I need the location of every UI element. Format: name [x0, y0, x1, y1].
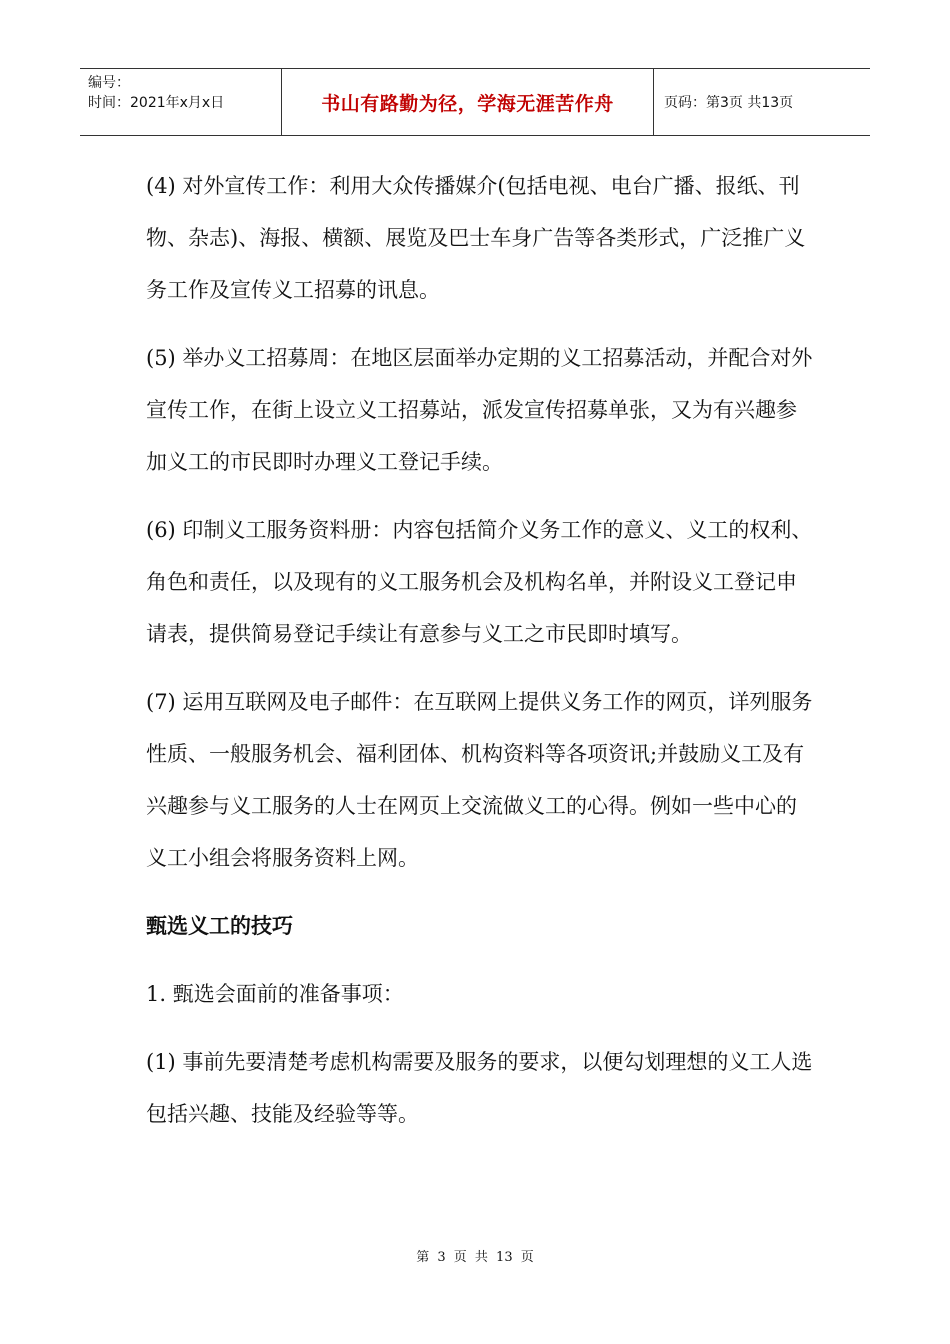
paragraph-publicity: (4) 对外宣传工作：利用大众传播媒介(包括电视、电台广播、报纸、刊物、杂志)、海报、横额、展览及巴士车身广告等各类形式，广泛推广义务工作及宣传义工招募的讯息。: [146, 174, 806, 302]
page-header: [80, 68, 870, 136]
paragraph-preparation-item-1: (1) 事前先要清楚考虑机构需要及服务的要求，以便勾划理想的义工人选包括兴趣、技能及经验等等。: [146, 1050, 813, 1126]
page-footer: 第 3 页 共 13 页: [416, 1250, 534, 1265]
paragraph-preparation-title: 1. 甄选会面前的准备事项：: [146, 982, 404, 1006]
header-motto: 书山有路勤为径，学海无涯苦作舟: [282, 69, 654, 135]
document-number-label: 编号：: [88, 75, 130, 91]
section-heading: 甄选义工的技巧: [146, 914, 293, 938]
header-meta: [80, 69, 282, 135]
paragraph-service-handbook: (6) 印制义工服务资料册：内容包括简介义务工作的意义、义工的权利、角色和责任，以及现有的义工服务机会及机构名单，并附设义工登记申请表，提供简易登记手续让有意参与义工之市民即时填写。: [146, 518, 813, 646]
paragraph-recruitment-week: (5) 举办义工招募周：在地区层面举办定期的义工招募活动，并配合对外宣传工作，在街上设立义工招募站，派发宣传招募单张，又为有兴趣参加义工的市民即时办理义工登记手续。: [146, 346, 813, 474]
paragraph-internet-email: (7) 运用互联网及电子邮件：在互联网上提供义务工作的网页，详列服务性质、一般服务机会、福利团体、机构资料等各项资讯;并鼓励义工及有兴趣参与义工服务的人士在网页上交流做义工的心得。例如一些中心的义工小组会将服务资料上网。: [146, 690, 813, 870]
document-body: [146, 160, 816, 1156]
header-page-info: 页码：第3页 共13页: [664, 95, 794, 111]
document-date-label: 时间：2021年x月x日: [88, 95, 225, 111]
